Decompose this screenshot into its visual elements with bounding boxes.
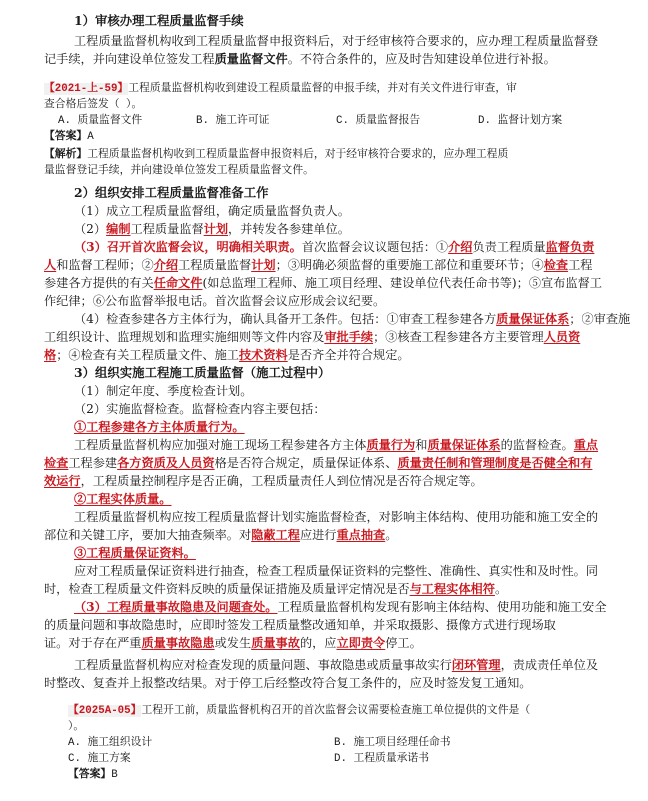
list-item: （1）成立工程质量监督组，确定质量监督负责人。 <box>74 204 350 218</box>
paragraph-line: 工程质量监督机构应加强对施工现场工程参建各方主体质量行为和质量保证体系的监督检查。重点 <box>74 438 599 452</box>
key-term: 介绍 <box>448 240 473 254</box>
key-term: 检查 <box>543 258 569 272</box>
paragraph-line: 工程质量监督机构应按工程质量监督计划实施监督检查，对影响主体结构、使用功能和施工安全的 <box>74 510 599 524</box>
key-term: 人员资 <box>543 330 581 344</box>
bold-term: 质量监督文件 <box>214 52 288 66</box>
list-item: （3）工程质量事故隐患及问题查处。工程质量监督机构发现有影响主体结构、使用功能和施工安全 <box>74 600 607 614</box>
section-3-heading: 3）组织实施工程施工质量监督（施工过程中） <box>74 365 331 380</box>
option-b: B. 施工许可证 <box>196 115 270 127</box>
question-tag: 【2021-上-59】 <box>44 83 129 95</box>
paragraph-line: 检查工程参建各方资质及人员资格是否符合规定，质量保证体系、质量责任制和管理制度是否健全和有 <box>44 456 593 470</box>
key-term: 质量保证体系 <box>496 312 570 326</box>
option-b: B. 施工项目经理任命书 <box>334 737 451 749</box>
list-item-cont: 的质量问题和事故隐患时，应即时签发工程质量整改通知单，并采取摄影、摄像方式进行现场取 <box>44 618 556 632</box>
option-d: D. 工程质量承诺书 <box>334 753 430 765</box>
list-item: （4）检查参建各方主体行为，确认具备开工条件。包括：①审查工程参建各方质量保证体系；②审查施 <box>74 312 631 326</box>
list-item-cont: 格；④检查有关工程质量文件、施工技术资料是否齐全并符合规定。 <box>44 348 410 362</box>
key-term: 技术资料 <box>239 348 288 362</box>
option-a: A. 施工组织设计 <box>68 737 153 749</box>
question-tag: 【2025A-05】 <box>68 705 142 717</box>
question-2-answer: 【答案】B <box>68 769 118 781</box>
question-1-answer: 【答案】A <box>44 131 94 143</box>
option-d: D. 监督计划方案 <box>478 115 563 127</box>
question-2-stem: 【2025A-05】工程开工前，质量监督机构召开的首次监督会议需要检查施工单位提供的文件是（ <box>68 705 531 717</box>
list-item: （1）制定年度、季度检查计划。 <box>74 384 253 398</box>
question-1-stem: 【2021-上-59】工程质量监督机构收到建设工程质量监督的申报手续，并对有关文件进行审查，审 <box>44 83 517 95</box>
key-term: 计划 <box>203 222 229 236</box>
key-term: 介绍 <box>153 258 179 272</box>
key-term: 与工程实体相符 <box>409 582 495 596</box>
paragraph-line: 效运行，工程质量控制程序是否正确，工程质量责任人到位情况是否符合规定等。 <box>44 474 483 488</box>
section-1-paragraph-line: 工程质量监督机构收到工程质量监督申报资料后，对于经审核符合要求的，应办理工程质量监督登 <box>74 34 599 48</box>
option-c: C. 质量监督报告 <box>336 115 421 127</box>
question-1-analysis: 【解析】工程质量监督机构收到工程质量监督申报资料后，对于经审核符合要求的，应办理工程质 <box>44 149 509 161</box>
list-item-cont: 证。对于存在严重质量事故隐患或发生质量事故的，应立即责令停工。 <box>44 636 422 650</box>
list-item-cont: 人和监督工程师；②介绍工程质量监督计划；③明确必须监督的重要施工部位和重要环节；④检查工程 <box>44 258 593 272</box>
option-a: A. 质量监督文件 <box>58 115 143 127</box>
key-term: 立即责令 <box>336 636 386 650</box>
key-term: 编制 <box>106 222 131 236</box>
key-term: 重点抽查 <box>336 528 386 542</box>
paragraph-line: 时，检查工程质量文件资料反映的质量保证措施及质量评定情况是否与工程实体相符。 <box>44 582 508 596</box>
list-item-cont: 作纪律；⑥公布监督举报电话。首次监督会议应形成会议纪要。 <box>44 294 386 308</box>
key-term: 重点 <box>573 438 599 452</box>
subsection-title: ③工程质量保证资料。 <box>74 546 196 560</box>
paragraph-line: 时整改、复查并上报整改结果。对于停工后经整改符合复工条件的，应及时签发复工通知。 <box>44 676 532 690</box>
key-term: 闭环管理 <box>451 658 501 672</box>
section-2-heading: 2）组织安排工程质量监督准备工作 <box>74 185 269 200</box>
red-heading: （3）工程质量事故隐患及问题查处。 <box>74 600 278 614</box>
key-term: 任命文件 <box>153 276 203 290</box>
paragraph-line: 工程质量监督机构应对检查发现的质量问题、事故隐患或质量事故实行闭环管理，责成责任单位及 <box>74 658 599 672</box>
subsection-title: ①工程参建各方主体质量行为。 <box>74 420 245 434</box>
red-heading: （3）召开首次监督会议，明确相关职责。 <box>74 240 302 254</box>
paragraph-line: 部位和关键工序，要加大抽查频率。对隐蔽工程应进行重点抽查。 <box>44 528 398 542</box>
list-item: （3）召开首次监督会议，明确相关职责。首次监督会议议题包括：①介绍负责工程质量监督负责 <box>74 240 595 254</box>
key-term: 计划 <box>251 258 276 272</box>
key-term: 隐蔽工程 <box>251 528 300 542</box>
list-item: （2）编制工程质量监督计划，并转发各参建单位。 <box>74 222 350 236</box>
key-term: 质量事故隐患 <box>141 636 215 650</box>
key-term: 监督负责 <box>545 240 595 254</box>
question-2-stem-cont: ）。 <box>68 721 85 733</box>
question-1-analysis-cont: 量监督登记手续，并向建设单位签发工程质量监督文件。 <box>44 165 314 177</box>
list-item-cont: 工组织设计、监理规划和监理实施细则等文件内容及审批手续；③核查工程参建各方主要管理人员资 <box>44 330 581 344</box>
key-term: 审批手续 <box>324 330 374 344</box>
key-term: 质量行为 <box>366 438 416 452</box>
key-term: 质量保证体系 <box>427 438 501 452</box>
option-c: C. 施工方案 <box>68 753 131 765</box>
subsection-title: ②工程实体质量。 <box>74 492 172 506</box>
key-term: 质量事故 <box>251 636 300 650</box>
key-term: 各方资质及人员资 <box>117 456 215 470</box>
paragraph-line: 应对工程质量保证资料进行抽查，检查工程质量保证资料的完整性、准确性、真实性和及时性。同 <box>74 564 599 578</box>
key-term: 质量责任制和管理制度是否健全和有 <box>397 456 593 470</box>
section-1-paragraph-line: 记手续，并向建设单位签发工程质量监督文件。不符合条件的，应及时告知建设单位进行补报。 <box>44 52 556 66</box>
list-item: （2）实施监督检查。监督检查内容主要包括： <box>74 402 326 416</box>
question-1-stem-cont: 查合格后签发（ ）。 <box>44 99 143 111</box>
section-1-heading: 1）审核办理工程质量监督手续 <box>74 13 244 28</box>
list-item-cont: 参建各方提供的有关任命文件(如总监理工程师、施工项目经理、建设单位代表任命书等)；⑤宣布监督工 <box>44 276 602 290</box>
